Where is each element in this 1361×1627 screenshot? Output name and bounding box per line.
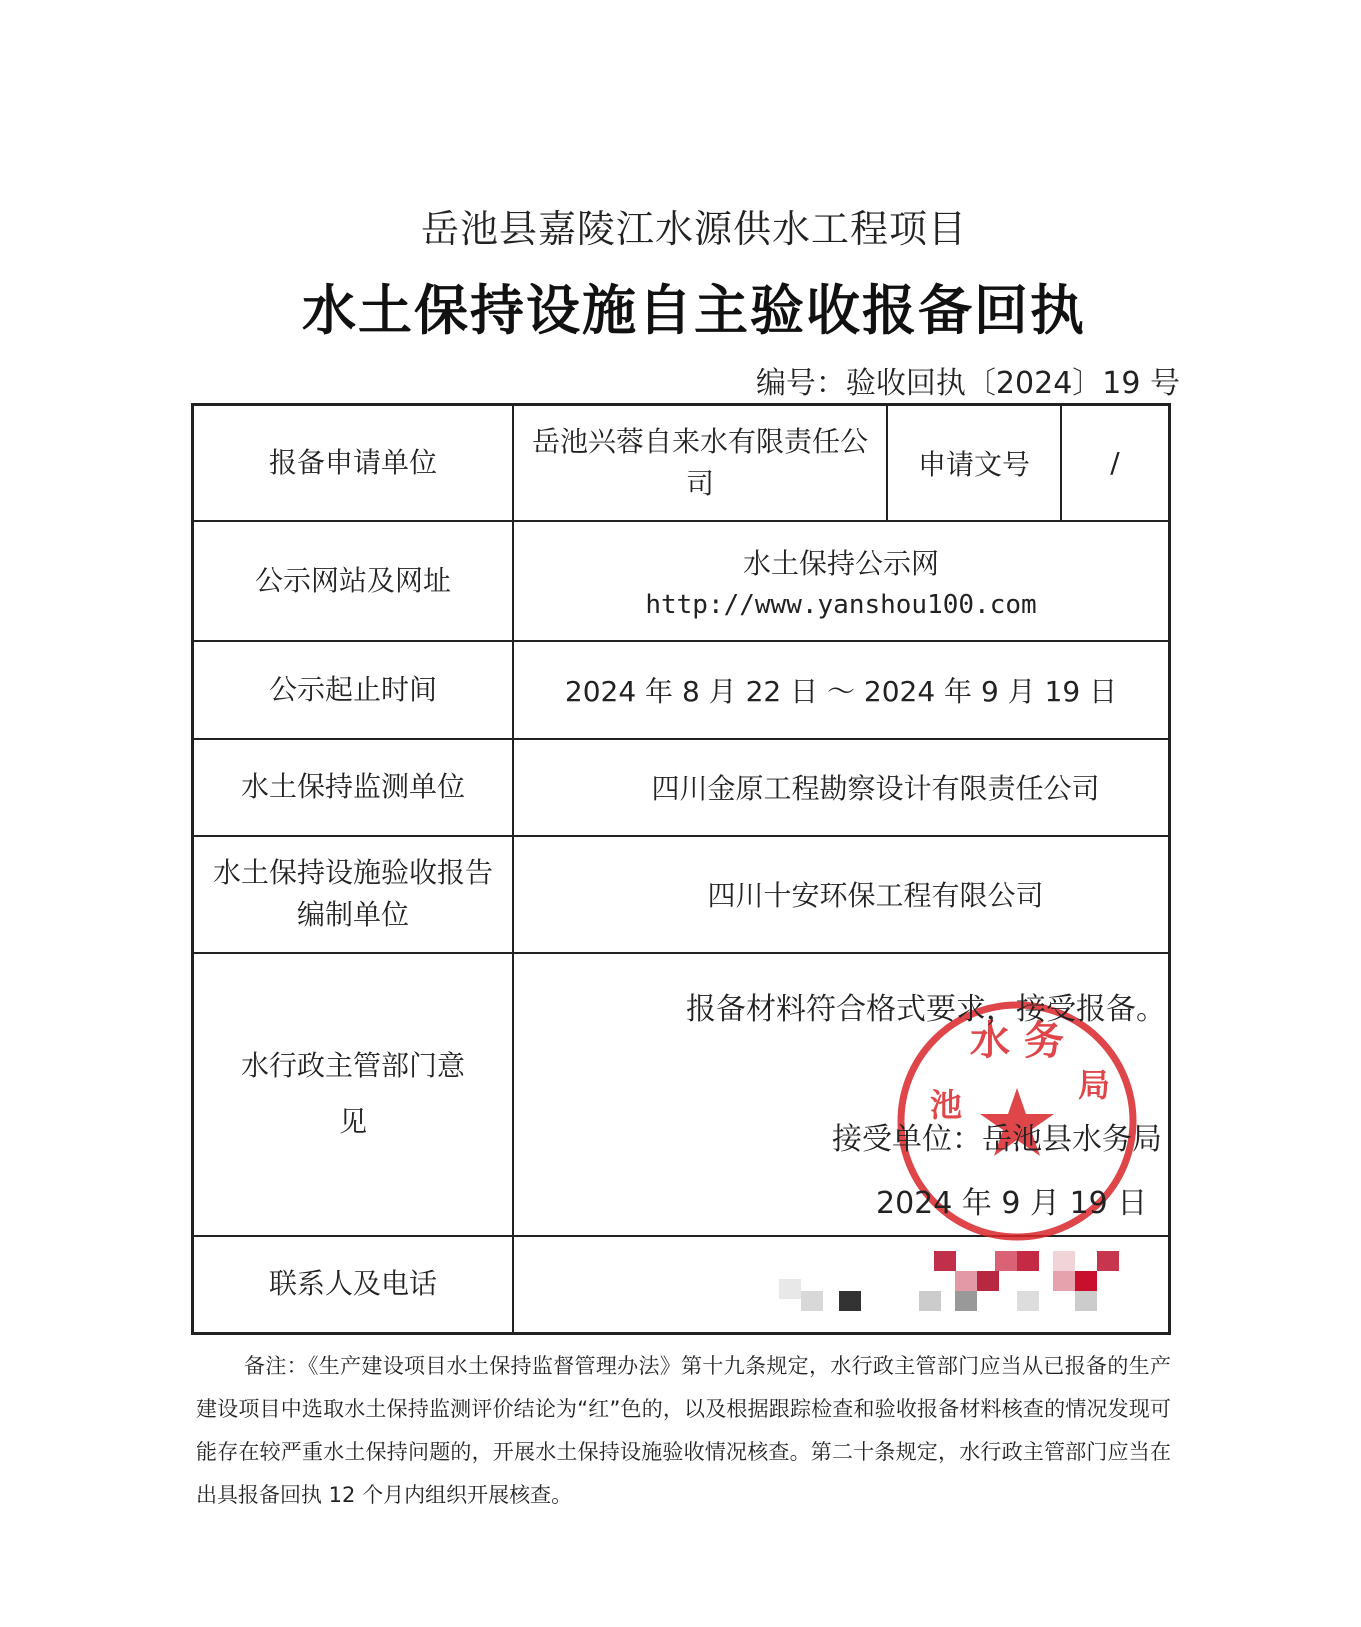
table-row [193,641,1170,739]
opinion-cell [513,953,1170,1236]
table-row [193,739,1170,836]
svg-text:水 务: 水 务 [970,1017,1064,1064]
report-label: 水土保持设施验收报告编制单位 [193,836,514,953]
table-row [193,521,1170,641]
contact-value-redacted [513,1236,1170,1334]
applicant-label: 报备申请单位 [193,405,514,521]
opinion-label: 水行政主管部门意见 [193,953,514,1236]
table-row [193,1236,1170,1334]
document-number: 编号：验收回执〔2024〕19 号 [755,366,1180,401]
table-row [193,405,1170,521]
footnote: 备注：《生产建设项目水土保持监督管理办法》第十九条规定，水行政主管部门应当从已报备的生产建设项目中选取水土保持监测评价结论为“红”色的，以及根据跟踪检查和验收报备材料核查的情况发现可能存在较严重水土保持问题的，开展水土保持设施验收情况核查。第二十条规定，水行政主管部门应当在出具报备回执 12 个月内组织开展核查。 [196,1354,1171,1507]
period-label: 公示起止时间 [193,641,514,739]
website-url: http://www.yanshou100.com [645,589,1037,620]
svg-text:局: 局 [1078,1065,1111,1104]
period-value: 2024 年 8 月 22 日 ～ 2024 年 9 月 19 日 [513,641,1170,739]
website-label: 公示网站及网址 [193,521,514,641]
accepting-unit: 接受单位：岳池县水务局 [832,1121,1162,1157]
doc-no-value: / [1061,405,1170,521]
table-row [193,953,1170,1236]
receipt-table [191,403,1171,1335]
svg-text:池: 池 [930,1085,963,1124]
document-page [44,0,1344,1627]
doc-no-label: 申请文号 [887,405,1061,521]
table-row [193,836,1170,953]
opinion-text: 报备材料符合格式要求，接受报备。 [686,991,1166,1027]
contact-label: 联系人及电话 [193,1236,514,1334]
report-value: 四川十安环保工程有限公司 [513,836,1170,953]
redaction-blur [779,1247,1119,1327]
website-cell [513,521,1170,641]
opinion-date: 2024 年 9 月 19 日 [876,1185,1148,1221]
project-subtitle: 岳池县嘉陵江水源供水工程项目 [420,207,967,251]
monitor-label: 水土保持监测单位 [193,739,514,836]
applicant-value: 岳池兴蓉自来水有限责任公司 [513,405,887,521]
website-name: 水土保持公示网 [742,546,939,580]
monitor-value: 四川金原工程勘察设计有限责任公司 [513,739,1170,836]
document-title: 水土保持设施自主验收报备回执 [302,278,1086,342]
